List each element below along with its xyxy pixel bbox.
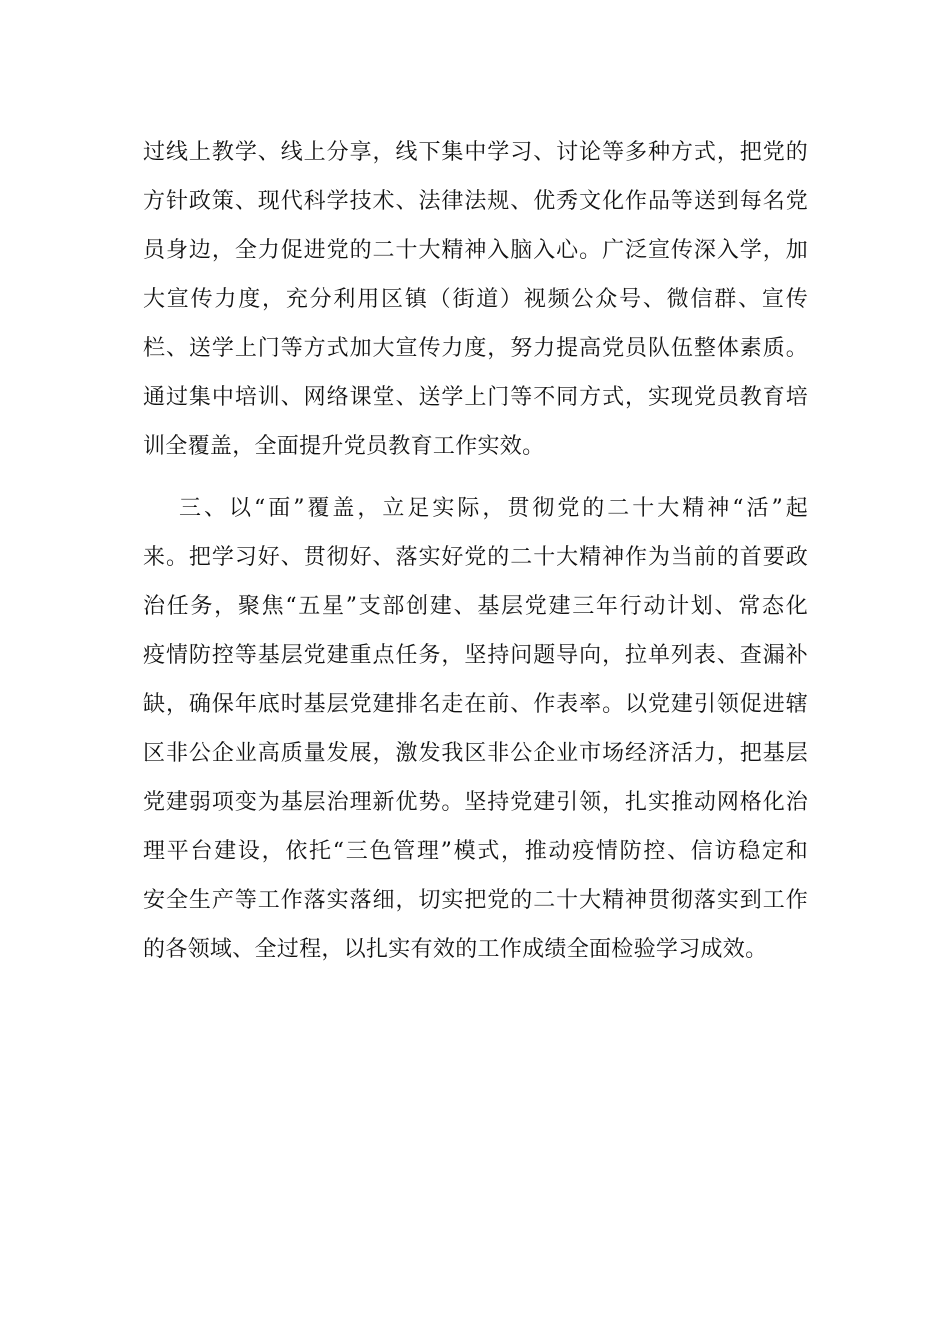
text-line: 理平台建设，依托“三色管理”模式，推动疫情防控、信访稳定和	[143, 839, 808, 864]
text-line: 的各领域、全过程，以扎实有效的工作成绩全面检验学习成效。	[143, 937, 768, 962]
text-line: 训全覆盖，全面提升党员教育工作实效。	[143, 434, 545, 459]
text-line: 安全生产等工作落实落细，切实把党的二十大精神贯彻落实到工作	[143, 888, 808, 913]
text-line: 大宣传力度，充分利用区镇（街道）视频公众号、微信群、宣传	[143, 287, 808, 312]
text-line: 党建弱项变为基层治理新优势。坚持党建引领，扎实推动网格化治	[143, 790, 808, 815]
document-body	[143, 128, 808, 974]
text-line: 员身边，全力促进党的二十大精神入脑入心。广泛宣传深入学，加	[143, 238, 808, 263]
text-line: 来。把学习好、贯彻好、落实好党的二十大精神作为当前的首要政	[143, 545, 808, 570]
text-line: 疫情防控等基层党建重点任务，坚持问题导向，拉单列表、查漏补	[143, 643, 808, 668]
text-line: 三、以“面”覆盖，立足实际，贯彻党的二十大精神“活”起	[179, 496, 808, 521]
paragraph-1	[143, 128, 808, 471]
text-line: 栏、送学上门等方式加大宣传力度，努力提高党员队伍整体素质。	[143, 336, 808, 361]
text-line: 过线上教学、线上分享，线下集中学习、讨论等多种方式，把党的	[143, 140, 808, 165]
text-line: 缺，确保年底时基层党建排名走在前、作表率。以党建引领促进辖	[143, 692, 808, 717]
text-line: 治任务，聚焦“五星”支部创建、基层党建三年行动计划、常态化	[143, 594, 808, 619]
text-line: 方针政策、现代科学技术、法律法规、优秀文化作品等送到每名党	[143, 189, 808, 214]
paragraph-2	[143, 484, 808, 974]
text-line: 通过集中培训、网络课堂、送学上门等不同方式，实现党员教育培	[143, 385, 808, 410]
paragraph-spacer	[143, 471, 808, 484]
text-line: 区非公企业高质量发展，激发我区非公企业市场经济活力，把基层	[143, 741, 808, 766]
